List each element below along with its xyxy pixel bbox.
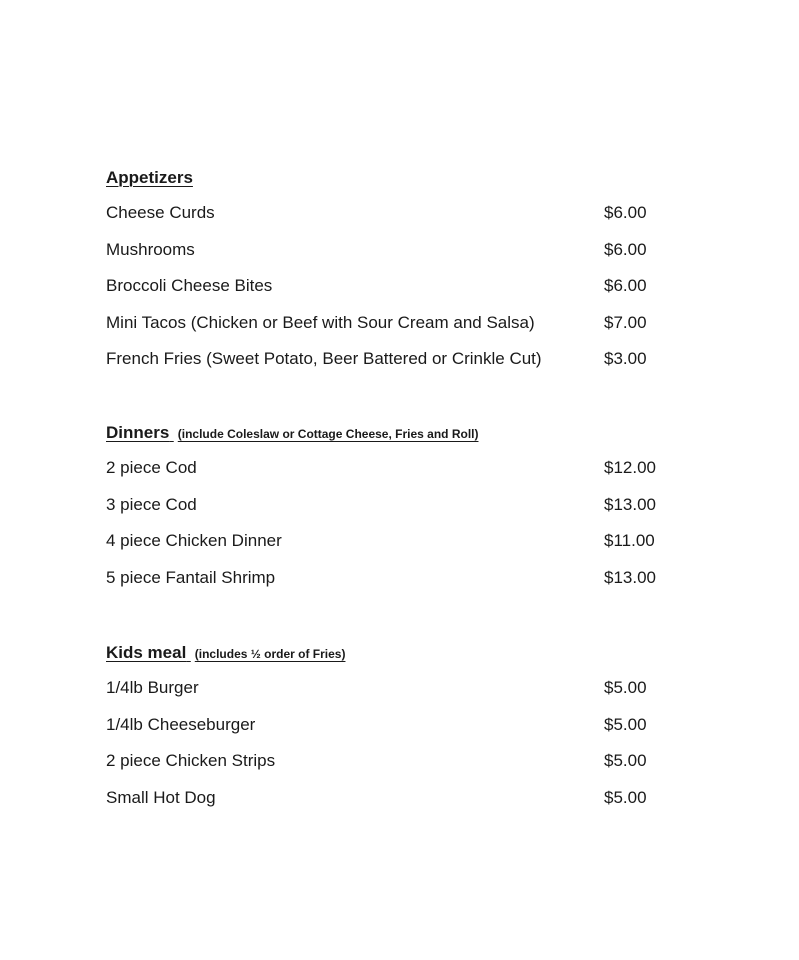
section-dinners [106,421,706,602]
section-kids-meal [106,641,706,822]
item-list [106,456,706,602]
item-price: $13.00 [604,567,656,587]
item-list [106,676,706,822]
section-appetizers [106,166,706,384]
menu-item [106,493,706,530]
item-name: Mini Tacos (Chicken or Beef with Sour Cream and Salsa) [106,312,535,332]
item-price: $6.00 [604,239,647,259]
item-price: $6.00 [604,276,647,295]
item-price: $6.00 [604,203,647,222]
item-name: 1/4lb Cheeseburger [106,714,256,734]
item-name: 2 piece Chicken Strips [106,751,276,770]
item-price: $5.00 [604,751,647,770]
menu-item [106,786,706,823]
item-name: Small Hot Dog [106,787,216,807]
item-name: 4 piece Chicken Dinner [106,531,282,550]
item-price: $3.00 [604,349,647,368]
item-price: $5.00 [604,714,647,734]
section-title: Appetizers [106,168,193,187]
item-name: Broccoli Cheese Bites [106,276,273,295]
section-header [106,421,706,445]
menu-item [106,676,706,713]
item-name: 1/4lb Burger [106,678,199,697]
item-name: 5 piece Fantail Shrimp [106,567,276,587]
item-price: $5.00 [604,787,647,807]
item-price: $7.00 [604,312,647,332]
item-name: French Fries (Sweet Potato, Beer Battered or Crinkle Cut) [106,349,542,368]
menu-item [106,713,706,750]
item-price: $11.00 [604,531,655,550]
menu-item [106,529,706,566]
section-header [106,641,706,665]
item-price: $12.00 [604,458,656,477]
menu-item [106,274,706,311]
menu-item [106,201,706,238]
menu-item [106,456,706,493]
section-header [106,166,706,190]
menu-item [106,566,706,603]
menu-item [106,238,706,275]
section-title: Dinners [106,423,170,442]
menu-item [106,749,706,786]
section-title: Kids meal [106,643,187,662]
item-price: $13.00 [604,494,656,514]
item-name: 2 piece Cod [106,458,197,477]
item-name: Mushrooms [106,239,195,259]
menu-item [106,347,706,384]
section-note: (include Coleslaw or Cottage Cheese, Fries and Roll) [177,427,479,441]
item-price: $5.00 [604,678,647,697]
section-note: (includes ½ order of Fries) [194,647,346,661]
menu-item [106,311,706,348]
item-list [106,201,706,384]
item-name: Cheese Curds [106,203,215,222]
item-name: 3 piece Cod [106,494,197,514]
